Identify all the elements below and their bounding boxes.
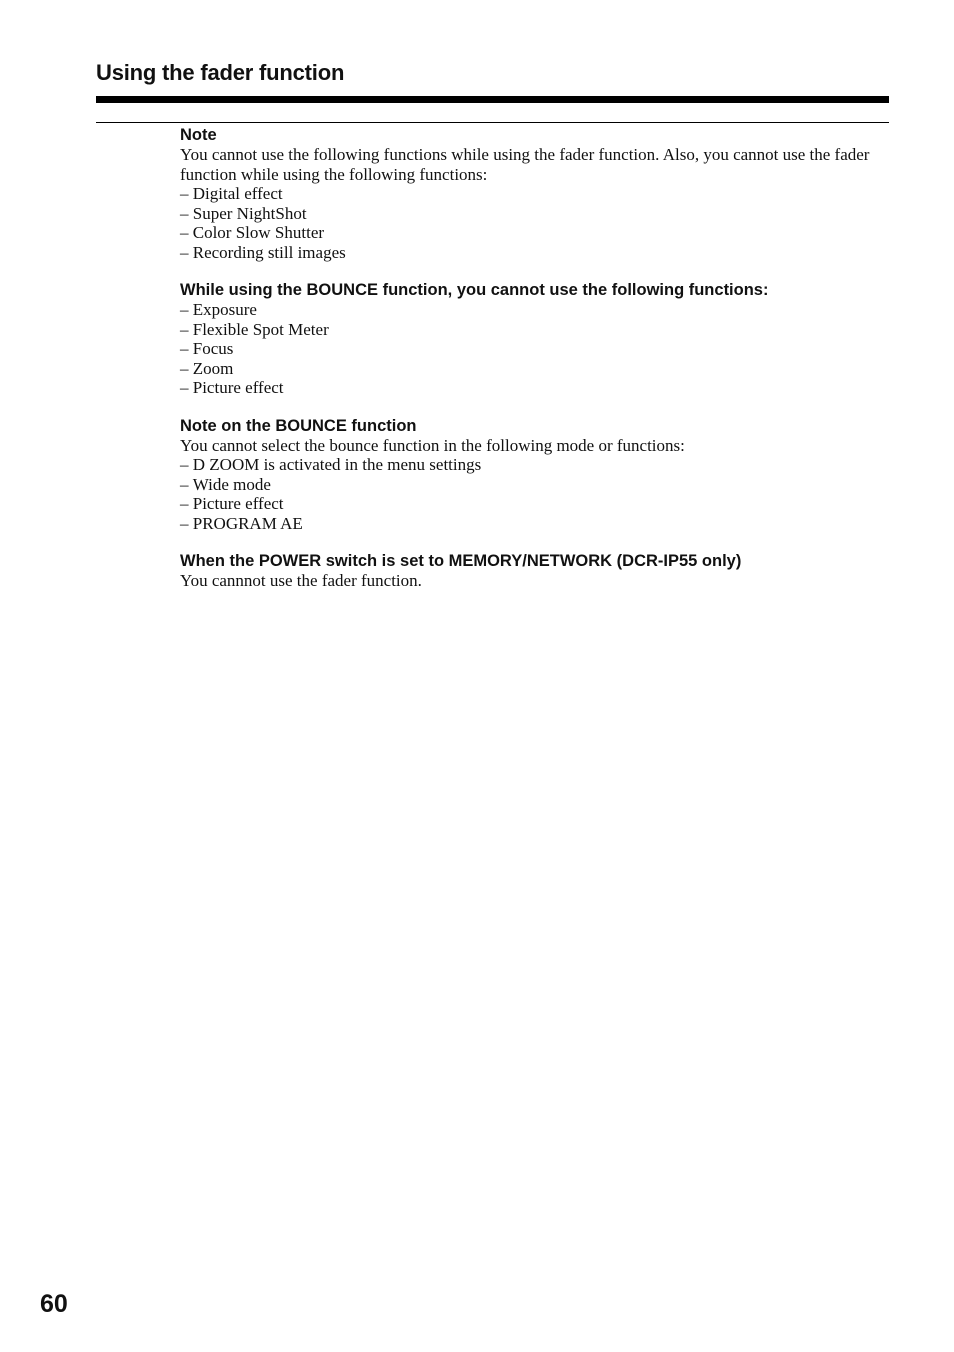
section-text: You cannot use the following functions while using the fader function. Also, you cannot use the fader function while using the following functions: (180, 145, 870, 184)
restriction-list (180, 184, 892, 262)
section-text: You cannnot use the fader function. (180, 571, 422, 590)
list-item: – Exposure (180, 300, 892, 320)
list-item: – Recording still images (180, 243, 892, 263)
section-text: You cannot select the bounce function in the following mode or functions: (180, 435, 685, 455)
page-number: 60 (40, 1290, 68, 1318)
restriction-list (180, 455, 892, 533)
list-item: – Digital effect (180, 184, 892, 204)
list-item: – Picture effect (180, 378, 892, 398)
section-title: Note (180, 126, 217, 144)
restriction-list (180, 300, 892, 398)
list-item: – PROGRAM AE (180, 514, 892, 534)
page-title: Using the fader function (96, 60, 345, 85)
list-item: – Flexible Spot Meter (180, 320, 892, 340)
list-item: – Zoom (180, 359, 892, 379)
section-title: When the POWER switch is set to MEMORY/NETWORK (DCR-IP55 only) (180, 552, 742, 570)
section-bounce-note (180, 416, 892, 534)
list-item: – Wide mode (180, 475, 892, 495)
list-item: – Super NightShot (180, 204, 892, 224)
section-title: While using the BOUNCE function, you cannot use the following functions: (180, 281, 769, 299)
section-title: Note on the BOUNCE function (180, 416, 417, 435)
section-power-switch (180, 551, 892, 591)
section-bounce-restrictions (180, 280, 892, 398)
list-item: – D ZOOM is activated in the menu settings (180, 455, 892, 475)
list-item: – Color Slow Shutter (180, 223, 892, 243)
list-item: – Focus (180, 339, 892, 359)
main-content (180, 125, 892, 609)
header-rule-thick (96, 96, 889, 103)
list-item: – Picture effect (180, 494, 892, 514)
header-rule-thin (96, 122, 889, 123)
section-note (180, 125, 892, 262)
